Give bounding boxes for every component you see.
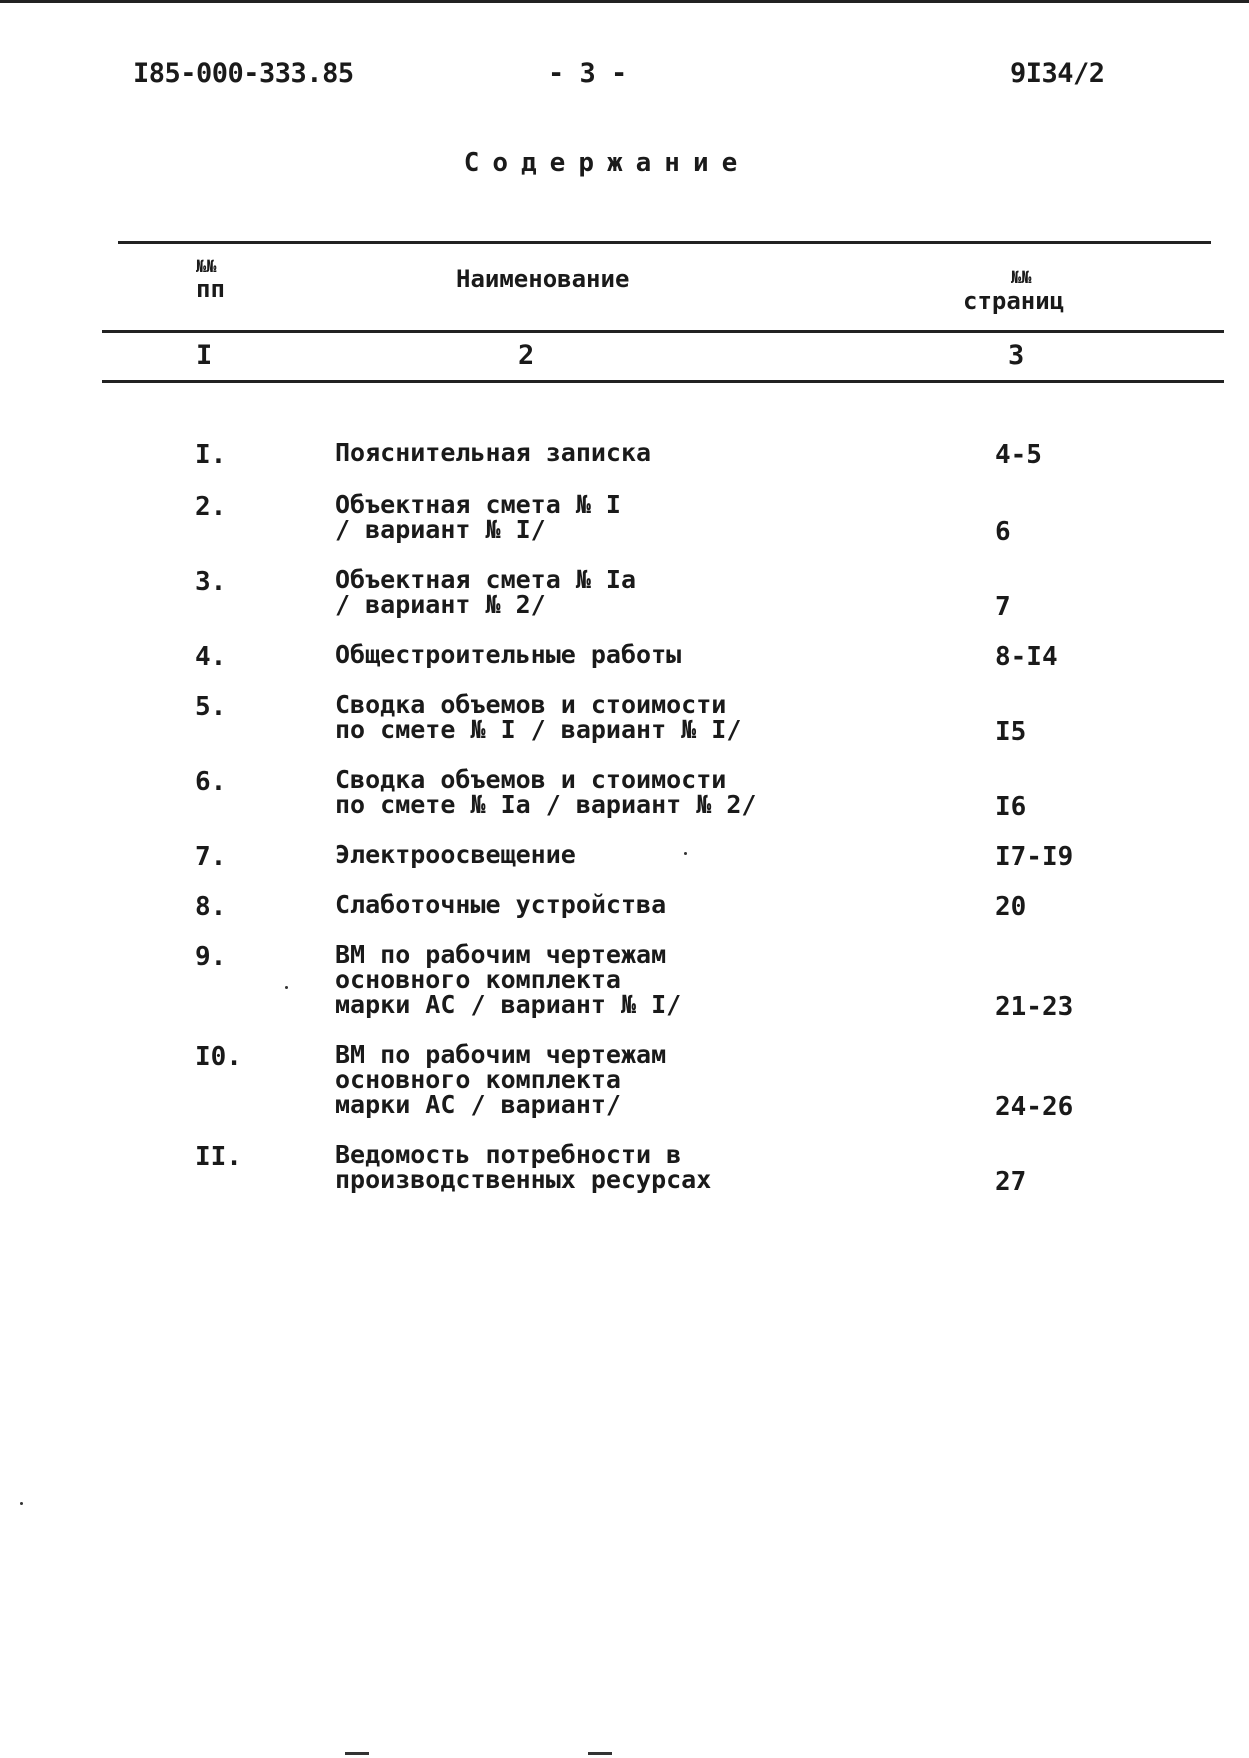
row-number: I. xyxy=(195,440,227,470)
row-pages: 27 xyxy=(995,1167,1027,1197)
col-name-header-line1: Наименование xyxy=(456,265,630,293)
top-edge-line xyxy=(0,0,1249,3)
row-number: 8. xyxy=(195,892,227,922)
col-num-header-line1: №№ xyxy=(196,257,217,277)
row-title xyxy=(335,567,636,617)
row-title-line: Ведомость потребности в xyxy=(335,1140,682,1169)
table-body-rule xyxy=(102,380,1224,383)
row-title-line: / вариант № I/ xyxy=(335,515,546,544)
row-title xyxy=(335,642,681,667)
row-title xyxy=(335,1042,666,1117)
page-number: - 3 - xyxy=(548,58,627,89)
footer-mark xyxy=(345,1752,369,1755)
row-number: 4. xyxy=(195,642,227,672)
row-title-line: Объектная смета № I xyxy=(335,490,621,519)
page-title: Содержание xyxy=(463,148,751,178)
row-title-line: Слаботочные устройства xyxy=(335,890,667,919)
row-title-line: по смете № Iа / вариант № 2/ xyxy=(335,790,757,819)
col-pages-header-line1: №№ xyxy=(1011,268,1032,288)
row-title xyxy=(335,440,651,465)
col-pages-header xyxy=(963,268,1064,314)
row-pages: I5 xyxy=(995,717,1027,747)
row-title-line: ВМ по рабочим чертежам xyxy=(335,1040,667,1069)
row-title-line: марки АС / вариант/ xyxy=(335,1090,621,1119)
row-title xyxy=(335,1142,711,1192)
row-title xyxy=(335,492,621,542)
row-pages: 6 xyxy=(995,517,1011,547)
row-title-line: Общестроительные работы xyxy=(335,640,682,669)
row-pages: 7 xyxy=(995,592,1011,622)
row-title-line: Сводка объемов и стоимости xyxy=(335,765,727,794)
row-title-line: / вариант № 2/ xyxy=(335,590,546,619)
document-code: I85-000-333.85 xyxy=(133,58,354,89)
col-num-header-line2: пп xyxy=(196,275,225,303)
col-pages-header-line2: страниц xyxy=(963,287,1065,315)
archive-number: 9I34/2 xyxy=(1010,58,1105,89)
row-pages: I6 xyxy=(995,792,1027,822)
row-title-line: Объектная смета № Iа xyxy=(335,565,637,594)
column-number-3: 3 xyxy=(1008,340,1025,371)
column-number-2: 2 xyxy=(518,340,535,371)
row-title xyxy=(335,842,576,867)
row-number: 5. xyxy=(195,692,227,722)
row-title-line: Электроосвещение xyxy=(335,840,576,869)
row-pages: 20 xyxy=(995,892,1027,922)
scan-speck xyxy=(684,852,687,855)
row-title xyxy=(335,767,756,817)
row-title-line: ВМ по рабочим чертежам xyxy=(335,940,667,969)
scan-speck xyxy=(285,986,288,989)
row-number: II. xyxy=(195,1142,242,1172)
row-title-line: основного комплекта xyxy=(335,965,621,994)
col-num-header xyxy=(196,258,225,302)
row-title-line: основного комплекта xyxy=(335,1065,621,1094)
col-name-header xyxy=(456,266,629,292)
row-number: 2. xyxy=(195,492,227,522)
row-pages: 21-23 xyxy=(995,992,1074,1022)
row-number: 3. xyxy=(195,567,227,597)
row-number: 7. xyxy=(195,842,227,872)
row-pages: 8-I4 xyxy=(995,642,1058,672)
table-top-rule xyxy=(118,241,1211,244)
row-number: 9. xyxy=(195,942,227,972)
row-pages: 24-26 xyxy=(995,1092,1074,1122)
row-title xyxy=(335,942,681,1017)
row-title xyxy=(335,692,741,742)
row-number: 6. xyxy=(195,767,227,797)
footer-mark xyxy=(588,1752,612,1755)
row-number: I0. xyxy=(195,1042,242,1072)
row-pages: 4-5 xyxy=(995,440,1042,470)
row-title-line: Сводка объемов и стоимости xyxy=(335,690,727,719)
row-title xyxy=(335,892,666,917)
row-title-line: Пояснительная записка xyxy=(335,438,652,467)
row-title-line: производственных ресурсах xyxy=(335,1165,712,1194)
row-title-line: марки АС / вариант № I/ xyxy=(335,990,682,1019)
scan-speck xyxy=(20,1502,23,1505)
row-title-line: по смете № I / вариант № I/ xyxy=(335,715,742,744)
header-bottom-rule xyxy=(102,330,1224,333)
row-pages: I7-I9 xyxy=(995,842,1074,872)
column-number-1: I xyxy=(196,340,213,371)
